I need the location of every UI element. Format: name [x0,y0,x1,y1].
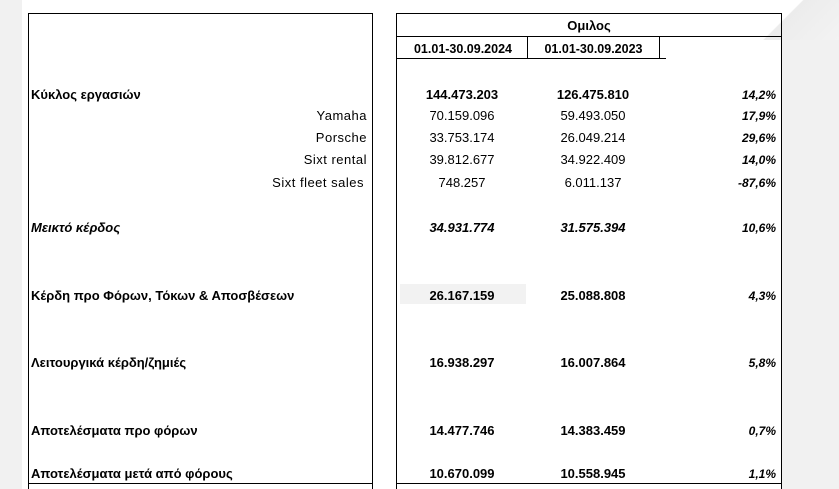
value-2024: 39.812.677 [429,152,495,167]
change-percent: -87,6% [737,176,776,190]
change-percent: 0,7% [748,424,776,438]
row-label-ebitda: Κέρδη προ Φόρων, Τόκων & Αποσβέσεων [31,288,295,303]
change-percent: 14,2% [741,88,776,102]
background-left [0,0,22,489]
total-underline [28,483,373,484]
row-label-profit-before-tax: Αποτελέσματα προ φόρων [31,423,198,438]
value-2024: 748.257 [438,175,486,190]
value-2024: 16.938.297 [429,355,495,370]
value-2023: 31.575.394 [560,220,626,235]
change-percent: 1,1% [748,467,776,481]
change-percent: 10,6% [741,221,776,235]
value-2023: 10.558.945 [560,466,626,481]
row-label-gross-profit: Μεικτό κέρδος [31,220,121,235]
header-divider [396,36,782,37]
value-2024: 70.159.096 [429,108,495,123]
background-right [782,0,839,489]
row-label-revenue: Κύκλος εργασιών [31,87,141,102]
row-label-sixt-fleet-sales: Sixt fleet sales [272,175,364,190]
value-2023: 59.493.050 [560,108,626,123]
value-2023: 126.475.810 [556,87,630,102]
value-2024: 33.753.174 [429,130,495,145]
row-label-porsche: Porsche [315,130,367,145]
row-label-yamaha: Yamaha [316,108,367,123]
change-percent: 29,6% [741,131,776,145]
change-percent: 5,8% [748,356,776,370]
total-underline [396,483,782,484]
value-2023: 26.049.214 [560,130,626,145]
column-header-2024: 01.01-30.09.2024 [413,42,512,56]
change-percent: 17,9% [741,109,776,123]
label-column-frame [28,13,373,489]
value-2024: 10.670.099 [429,466,495,481]
value-2024: 144.473.203 [425,87,499,102]
value-2024: 34.931.774 [429,220,495,235]
value-2023: 34.922.409 [560,152,626,167]
values-column-frame [396,13,782,489]
column-header-2023: 01.01-30.09.2023 [544,42,643,56]
row-label-sixt-rental: Sixt rental [303,152,367,167]
subheader-divider [396,58,666,59]
group-header: Ομιλος [567,18,611,33]
value-2024: 14.477.746 [429,423,495,438]
row-label-operating-profit: Λειτουργικά κέρδη/ζημιές [31,355,187,370]
value-2024: 26.167.159 [429,288,495,303]
change-percent: 4,3% [748,289,776,303]
value-2023: 6.011.137 [564,175,622,190]
change-percent: 14,0% [741,153,776,167]
value-2023: 14.383.459 [560,423,626,438]
header-column-divider [659,36,660,58]
value-2023: 25.088.808 [560,288,626,303]
value-2023: 16.007.864 [560,355,626,370]
row-label-profit-after-tax: Αποτελέσματα μετά από φόρους [31,466,233,481]
